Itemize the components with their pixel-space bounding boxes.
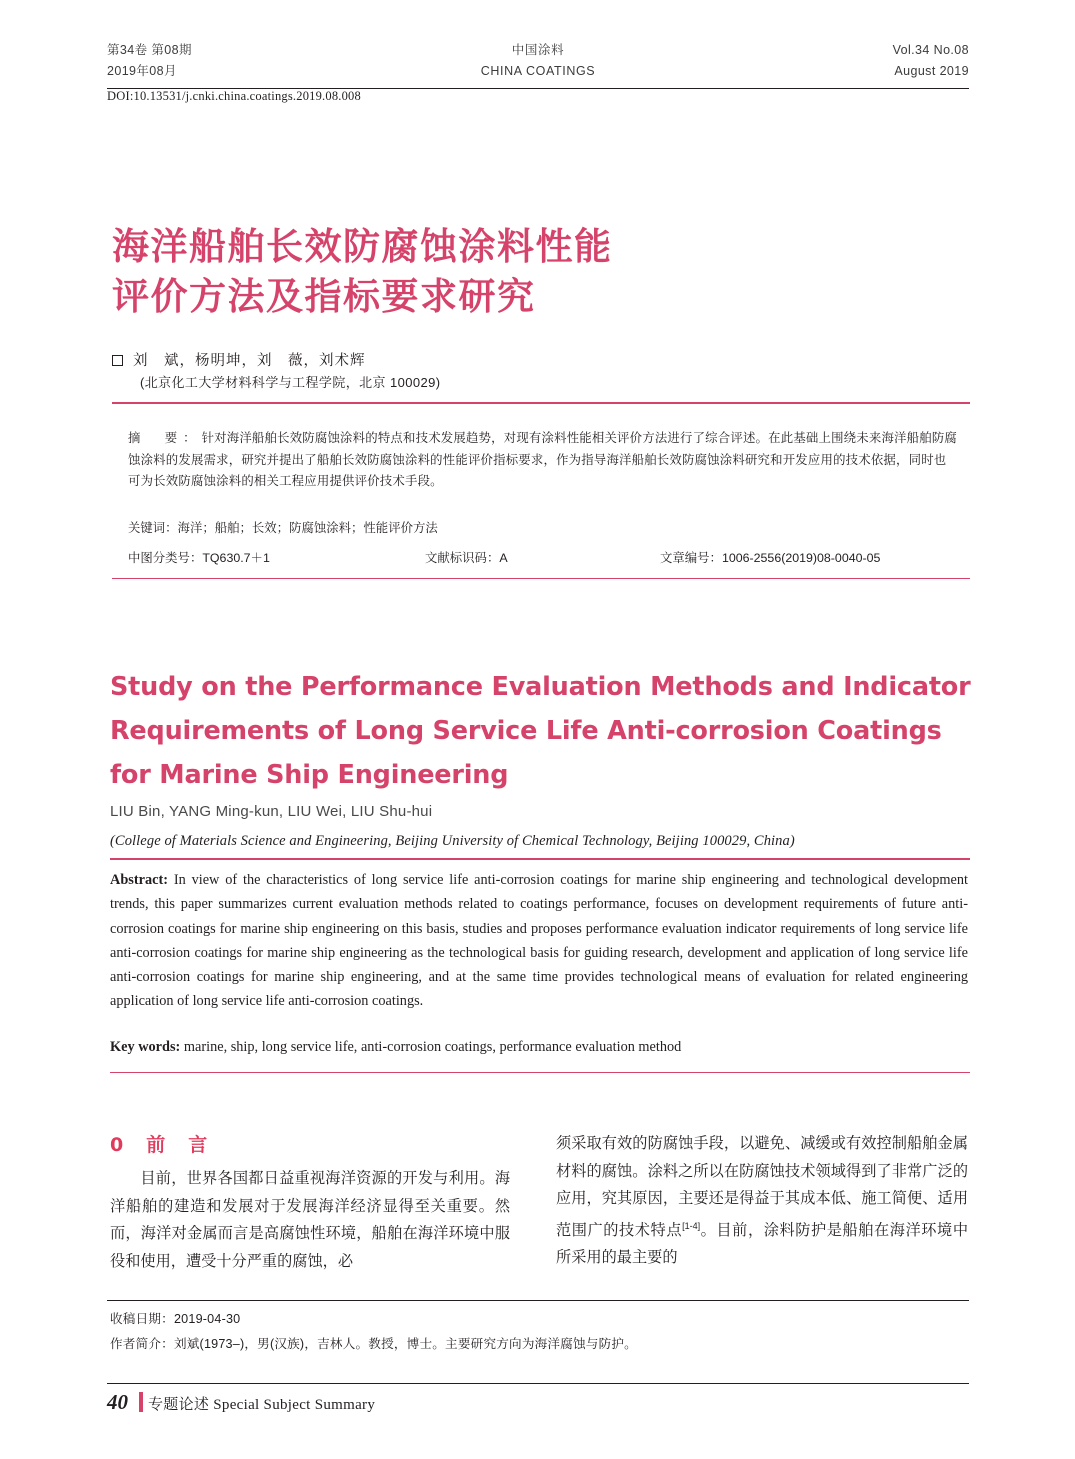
rule-below-abstract-en [110,1072,970,1073]
header-right [893,40,969,82]
footer-section-label: 专题论述 Special Subject Summary [148,1397,376,1413]
title-cn-line2: 评价方法及指标要求研究 [112,275,536,318]
abstract-cn-label: 摘 要： [128,431,202,445]
journal-name-en: CHINA COATINGS [480,64,596,78]
keywords-cn: 关键词：海洋；船舶；长效；防腐蚀涂料；性能评价方法 [128,521,438,535]
abstract-en [110,868,968,1014]
body-right-part1: 须采取有效的防腐蚀手段，以避免、减缓或有效控制船舶金属材料的腐蚀。涂料之所以在防腐蚀技术领域得到了非常广泛的应用，究其原因，主要还是得益于其成本低、施工简便、适用范围广的技术特点 [556,1135,968,1239]
footer-accent-bar [139,1392,143,1412]
page-number: 40 [107,1390,128,1414]
abstract-cn [128,428,958,493]
title-cn-line1: 海洋船舶长效防腐蚀涂料性能 [112,225,613,268]
title-cn [112,222,972,322]
keywords-en [110,1035,968,1059]
authors-en: LIU Bin, YANG Ming-kun, LIU Wei, LIU Shu-hui [110,803,433,820]
footer-divider [107,1383,969,1384]
body-column-left: 目前，世界各国都日益重视海洋资源的开发与利用。海洋船舶的建造和发展对于发展海洋经济显得至关重要。然而，海洋对金属而言是高腐蚀性环境，船舶在海洋环境中服役和使用，遭受十分严重的腐蚀，必 [110,1170,510,1270]
page-header [107,40,969,86]
journal-name-cn: 中国涂料 [511,43,565,57]
received-date: 收稿日期：2019-04-30 [110,1312,241,1326]
header-volume-en: Vol.34 No.08 [892,43,969,57]
header-date-cn: 2019年08月 [107,64,177,78]
clc-number: 中图分类号：TQ630.7＋1 [128,551,270,565]
abstract-en-label: Abstract: [110,872,168,888]
doi-text: DOI:10.13531/j.cnki.china.coatings.2019.08.008 [107,89,361,103]
affiliation-en: (College of Materials Science and Engineering, Beijing University of Chemical Technology, Beijing 100029, China) [110,833,795,849]
square-bullet-icon [112,355,123,366]
header-date-en: August 2019 [894,64,969,78]
abstract-cn-text: 针对海洋船舶长效防腐蚀涂料的特点和技术发展趋势，对现有涂料性能相关评价方法进行了综合评述。在此基础上围绕未来海洋船舶防腐蚀涂料的发展需求，研究并提出了船舶长效防腐蚀涂料的性能评价指标要求，作为指导海洋船舶长效防腐蚀涂料研究和开发应用的技术依据，同时也可为长效防腐蚀涂料的相关工程应用提供评价技术手段。 [128,431,957,488]
body-column-right [556,1130,968,1272]
authors-cn-text: 刘 斌，杨明坤，刘 薇，刘术辉 [133,353,366,369]
rule-below-abstract-cn [112,578,970,579]
footnote-divider [107,1300,969,1301]
rule-above-abstract-cn [112,402,970,404]
author-bio: 作者简介：刘斌(1973–)，男(汉族)，吉林人。教授，博士。主要研究方向为海洋腐蚀与防护。 [110,1337,637,1351]
title-en-line3: for Marine Ship Engineering [110,760,509,790]
abstract-en-text: In view of the characteristics of long service life anti-corrosion coatings for marine ship engineering and technological development trends, this paper summarizes current evaluation methods related to coatings performance, focuses on development requirements of future anti-corrosion coatings for marine ship engineering on this basis, studies and proposes performance evaluation indicator requirements of long service life anti-corrosion coatings for marine ship engineering as the technological basis for guiding research, development and application of long service life anti-corrosion coatings for marine ship engineering, and at the same time provides technological means of evaluation for related engineering application of long service life anti-corrosion coatings. [110,872,969,1010]
rule-above-abstract-en [110,858,970,860]
section-heading: 0 前 言 [110,1134,210,1156]
footnotes [110,1307,637,1357]
keywords-en-label: Key words: [110,1039,181,1055]
header-center [107,40,969,82]
body-right-part2: 。目前，涂料防护是船舶在海洋环境中所采用的最主要的 [556,1221,969,1267]
affiliation-cn: (北京化工大学材料科学与工程学院，北京 100029) [140,375,441,390]
citation-reference: [1-4] [682,1220,701,1231]
keywords-en-text: marine, ship, long service life, anti-corrosion coatings, performance evaluation method [183,1039,682,1055]
article-number: 文章编号：1006-2556(2019)08-0040-05 [660,551,881,565]
title-en-line1: Study on the Performance Evaluation Methods and Indicator [110,672,971,702]
title-en [110,665,972,797]
authors-cn [112,350,972,372]
document-code: 文献标识码：A [425,551,508,565]
header-volume-cn: 第34卷 第08期 [107,43,192,57]
title-en-line2: Requirements of Long Service Life Anti-corrosion Coatings [110,716,942,746]
